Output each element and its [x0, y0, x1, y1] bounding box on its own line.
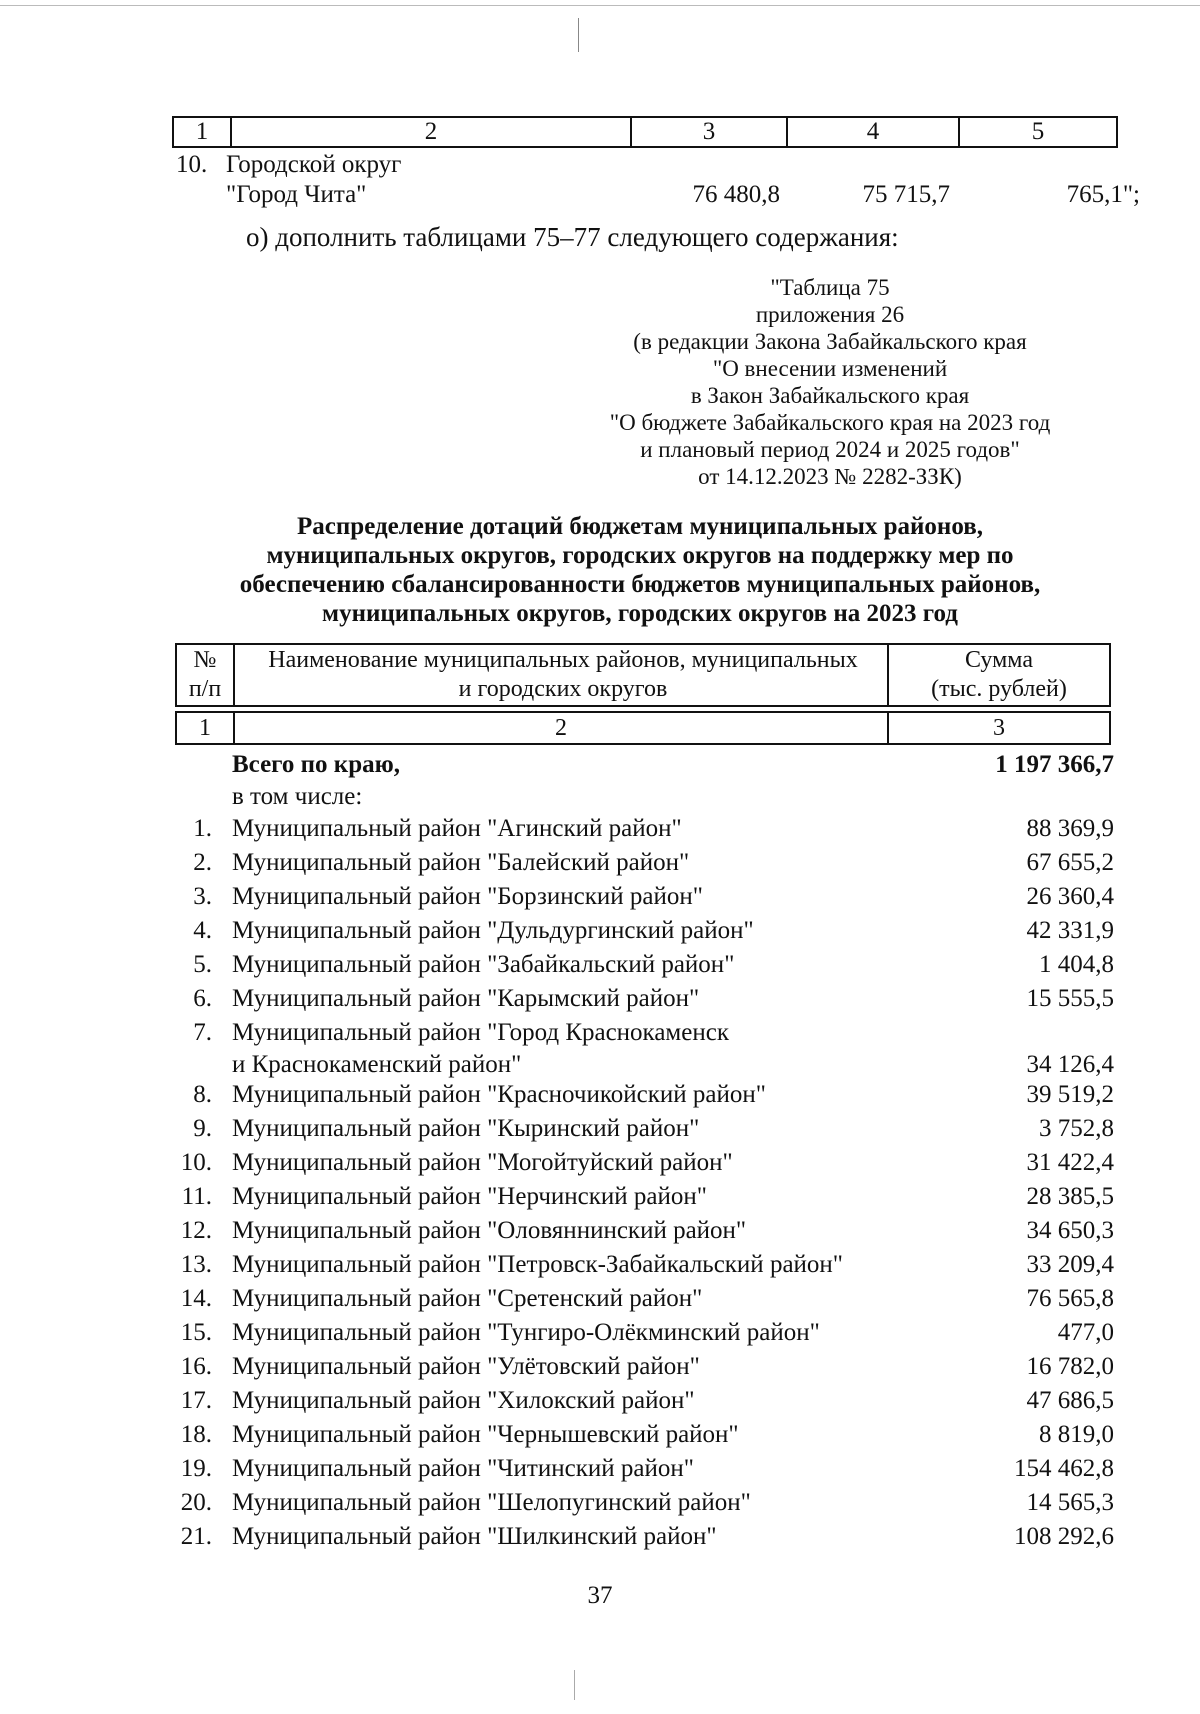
row-value: 3 752,8 [1039, 1115, 1114, 1142]
row-value: 33 209,4 [1026, 1251, 1114, 1278]
row-name: Муниципальный район "Дульдургинский район" [232, 917, 754, 944]
appendix-line: и плановый период 2024 и 2025 годов" [640, 437, 1020, 462]
row-value: 154 462,8 [1014, 1455, 1114, 1482]
row-value: 28 385,5 [1026, 1183, 1114, 1210]
row-name: Муниципальный район "Петровск-Забайкальский район" [232, 1251, 843, 1278]
table-row [0, 982, 1200, 1016]
row-name: Муниципальный район "Красночикойский район" [232, 1081, 766, 1108]
including-row [0, 780, 1200, 814]
row-number: 1. [193, 815, 212, 842]
row-value: 477,0 [1057, 1319, 1114, 1346]
row-value: 31 422,4 [1026, 1149, 1114, 1176]
prev-row-name-line2: "Город Чита" [226, 181, 367, 208]
title-line: Распределение дотаций бюджетам муниципальных районов, [297, 513, 983, 540]
column-number: 1 [173, 117, 231, 147]
row-name: Муниципальный район "Могойтуйский район" [232, 1149, 733, 1176]
page-top-edge [0, 5, 1200, 6]
row-value: 47 686,5 [1026, 1387, 1114, 1414]
table-row [0, 1214, 1200, 1248]
row-name: Муниципальный район "Борзинский район" [232, 883, 703, 910]
row-name: Муниципальный район "Шилкинский район" [232, 1523, 717, 1550]
row-number: 20. [180, 1489, 212, 1516]
row-number: 21. [180, 1523, 212, 1550]
column-number: 5 [959, 117, 1117, 147]
column-number: 3 [631, 117, 787, 147]
row-value: 34 650,3 [1026, 1217, 1114, 1244]
table-row [0, 1486, 1200, 1520]
including-label: в том числе: [232, 783, 363, 810]
amendment-intro: о) дополнить таблицами 75–77 следующего содержания: [246, 222, 899, 252]
table-row [0, 1112, 1200, 1146]
row-value: 42 331,9 [1026, 917, 1114, 944]
row-value: 14 565,3 [1026, 1489, 1114, 1516]
table-row [0, 948, 1200, 982]
title-line: муниципальных округов, городских округов на поддержку мер по [266, 542, 1014, 569]
table-row [0, 914, 1200, 948]
table-row [0, 1078, 1200, 1112]
total-value: 1 197 366,7 [995, 751, 1114, 778]
row-value: 39 519,2 [1026, 1081, 1114, 1108]
row-value: 76 565,8 [1026, 1285, 1114, 1312]
row-name: Муниципальный район "Кыринский район" [232, 1115, 700, 1142]
row-number: 17. [180, 1387, 212, 1414]
header-name-line2: и городских округов [458, 676, 668, 702]
row-name: Муниципальный район "Сретенский район" [232, 1285, 703, 1312]
row-number: 4. [193, 917, 212, 944]
row-number: 9. [193, 1115, 212, 1142]
row-value: 67 655,2 [1026, 849, 1114, 876]
table-title [180, 512, 1100, 628]
row-number: 8. [193, 1081, 212, 1108]
row-name: Муниципальный район "Балейский район" [232, 849, 690, 876]
row-value: 1 404,8 [1039, 951, 1114, 978]
header-num-line2: п/п [188, 676, 222, 702]
table-row [0, 1146, 1200, 1180]
row-number: 19. [180, 1455, 212, 1482]
prev-row-col4: 75 715,7 [862, 181, 950, 208]
row-name: Муниципальный район "Хилокский район" [232, 1387, 695, 1414]
table-row [0, 1520, 1200, 1554]
appendix-line: (в редакции Закона Забайкальского края [633, 329, 1027, 354]
previous-table-column-numbers [172, 116, 1118, 148]
row-name: Муниципальный район "Тунгиро-Олёкминский район" [232, 1319, 820, 1346]
header-sum-line2: (тыс. рублей) [931, 676, 1067, 702]
table-row [0, 1350, 1200, 1384]
appendix-line: от 14.12.2023 № 2282-ЗЗК) [698, 464, 962, 489]
table-header [175, 643, 1111, 707]
prev-row-col3: 76 480,8 [692, 181, 780, 208]
prev-row-col5: 765,1"; [1066, 181, 1140, 208]
row-number: 7. [193, 1019, 212, 1046]
appendix-line: "О внесении изменений [712, 356, 948, 381]
row-number: 13. [180, 1251, 212, 1278]
row-name: Муниципальный район "Карымский район" [232, 985, 700, 1012]
row-value: 108 292,6 [1014, 1523, 1114, 1550]
table-row [0, 880, 1200, 914]
table-row [0, 1316, 1200, 1350]
header-num-line1: № [193, 647, 217, 673]
prev-row-name-line1: Городской округ [226, 151, 402, 178]
title-line: муниципальных округов, городских округов на 2023 год [322, 600, 958, 627]
appendix-line: "Таблица 75 [770, 275, 890, 300]
row-name: Муниципальный район "Улётовский район" [232, 1353, 700, 1380]
table-row [0, 846, 1200, 880]
appendix-line: в Закон Забайкальского края [690, 383, 970, 408]
row-number: 3. [193, 883, 212, 910]
row-number: 18. [180, 1421, 212, 1448]
total-label: Всего по краю, [232, 751, 400, 778]
row-number: 6. [193, 985, 212, 1012]
row-number: 11. [181, 1183, 212, 1210]
table-row [0, 1418, 1200, 1452]
row-name: Муниципальный район "Читинский район" [232, 1455, 694, 1482]
row-name: Муниципальный район "Забайкальский район" [232, 951, 735, 978]
row-number: 2. [193, 849, 212, 876]
row-name: Муниципальный район "Шелопугинский район" [232, 1489, 751, 1516]
row-value: 34 126,4 [1026, 1051, 1114, 1078]
row-number: 16. [180, 1353, 212, 1380]
column-number: 4 [787, 117, 959, 147]
row-number: 5. [193, 951, 212, 978]
table-row [0, 1384, 1200, 1418]
header-name [234, 644, 888, 706]
table-row [0, 1452, 1200, 1486]
prev-row-number: 10. [176, 151, 208, 178]
table-row [0, 1016, 1200, 1050]
header-sum-line1: Сумма [965, 647, 1033, 673]
column-number: 2 [231, 117, 631, 147]
row-name-line2: и Краснокаменский район" [232, 1051, 522, 1078]
row-number: 14. [180, 1285, 212, 1312]
column-number: 3 [888, 712, 1110, 744]
title-line: обеспечению сбалансированности бюджетов муниципальных районов, [239, 571, 1041, 598]
appendix-line: "О бюджете Забайкальского края на 2023 год [609, 410, 1051, 435]
column-number: 2 [234, 712, 888, 744]
appendix-reference [560, 274, 1100, 490]
row-name: Муниципальный район "Чернышевский район" [232, 1421, 739, 1448]
row-value: 88 369,9 [1026, 815, 1114, 842]
row-name: Муниципальный район "Агинский район" [232, 815, 682, 842]
row-value: 8 819,0 [1039, 1421, 1114, 1448]
table-column-numbers [175, 711, 1111, 745]
header-name-line1: Наименование муниципальных районов, муниципальных [268, 647, 858, 673]
total-row [0, 748, 1200, 782]
fold-mark-bottom [574, 1670, 575, 1700]
row-name: Муниципальный район "Город Краснокаменск [232, 1019, 729, 1046]
row-number: 12. [180, 1217, 212, 1244]
row-value: 15 555,5 [1026, 985, 1114, 1012]
row-number: 10. [180, 1149, 212, 1176]
row-value: 16 782,0 [1026, 1353, 1114, 1380]
fold-mark [578, 18, 579, 52]
table-row [0, 1180, 1200, 1214]
column-number: 1 [176, 712, 234, 744]
table-row-continuation [0, 1048, 1200, 1082]
row-value: 26 360,4 [1026, 883, 1114, 910]
page-number: 37 [587, 1582, 613, 1609]
table-row [0, 1282, 1200, 1316]
header-num [176, 644, 234, 706]
table-row [0, 1248, 1200, 1282]
row-number: 15. [180, 1319, 212, 1346]
header-sum [888, 644, 1110, 706]
table-row [0, 812, 1200, 846]
row-name: Муниципальный район "Оловяннинский район" [232, 1217, 747, 1244]
appendix-line: приложения 26 [755, 302, 905, 327]
row-name: Муниципальный район "Нерчинский район" [232, 1183, 707, 1210]
